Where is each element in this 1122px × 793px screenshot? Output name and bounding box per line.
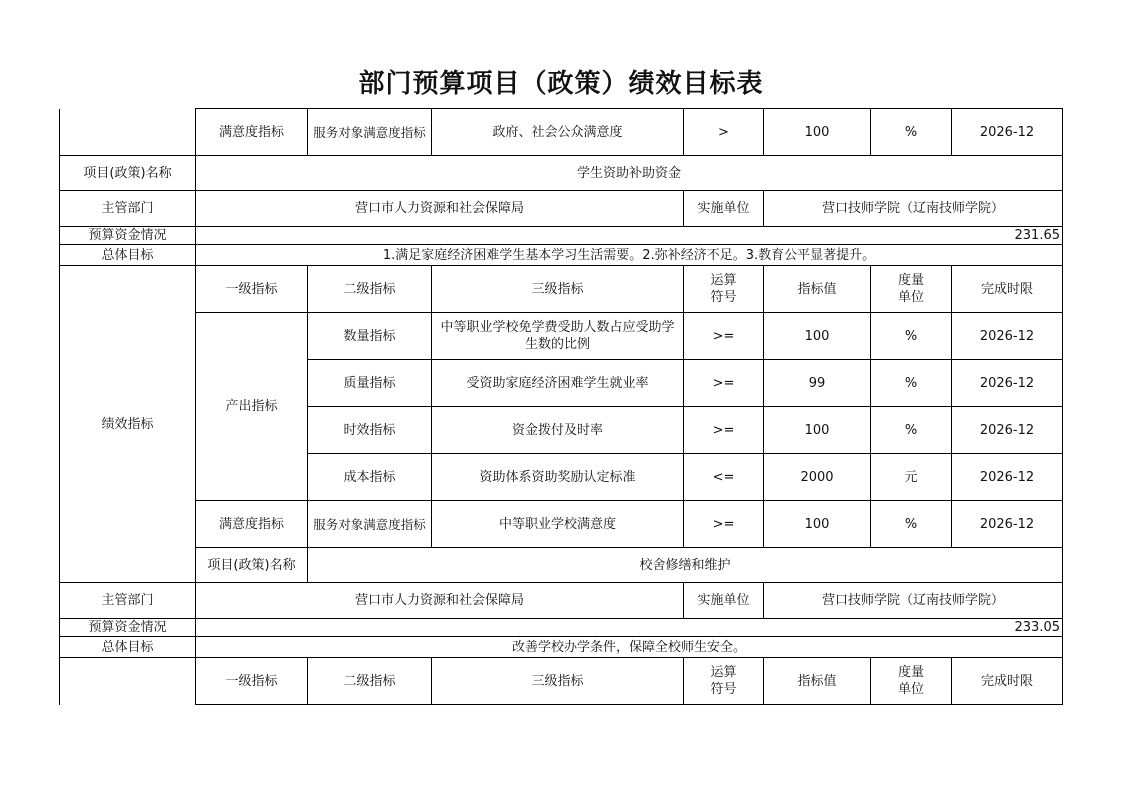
level2-cell: 服务对象满意度指标 — [308, 501, 432, 548]
impl-unit-label: 实施单位 — [684, 191, 764, 227]
header-deadline: 完成时限 — [952, 266, 1063, 313]
level2-cell: 成本指标 — [308, 454, 432, 501]
header-unit: 度量单位 — [871, 266, 952, 313]
level2-cell: 质量指标 — [308, 360, 432, 407]
header-level1: 一级指标 — [196, 658, 308, 705]
header-value: 指标值 — [764, 266, 871, 313]
unit-cell: % — [871, 313, 952, 360]
budget-label: 预算资金情况 — [60, 619, 196, 637]
level2-cell: 时效指标 — [308, 407, 432, 454]
deadline-cell: 2026-12 — [952, 501, 1063, 548]
page-title: 部门预算项目（政策）绩效目标表 — [358, 69, 764, 99]
deadline-cell: 2026-12 — [952, 360, 1063, 407]
unit-cell: % — [871, 407, 952, 454]
overall-goal-label: 总体目标 — [60, 245, 196, 266]
operator-cell: >= — [684, 407, 764, 454]
table-header-row — [60, 266, 1063, 313]
level3-cell: 政府、社会公众满意度 — [432, 109, 684, 156]
header-operator: 运算符号 — [684, 266, 764, 313]
header-deadline: 完成时限 — [952, 658, 1063, 705]
unit-cell: % — [871, 109, 952, 156]
operator-cell: > — [684, 109, 764, 156]
level3-cell: 受资助家庭经济困难学生就业率 — [432, 360, 684, 407]
unit-cell: % — [871, 360, 952, 407]
value-cell: 100 — [764, 109, 871, 156]
department-label: 主管部门 — [60, 191, 196, 227]
operator-cell: <= — [684, 454, 764, 501]
budget-value: 231.65 — [196, 227, 1063, 245]
header-level2: 二级指标 — [308, 266, 432, 313]
value-cell: 100 — [764, 407, 871, 454]
blank-cell — [60, 658, 196, 705]
table-row — [60, 313, 1063, 360]
department-value: 营口市人力资源和社会保障局 — [196, 583, 684, 619]
level3-cell: 中等职业学校满意度 — [432, 501, 684, 548]
project-name-label: 项目(政策)名称 — [196, 548, 308, 583]
table-row — [60, 619, 1063, 637]
project-name-value: 校舍修缮和维护 — [308, 548, 1063, 583]
level2-cell: 数量指标 — [308, 313, 432, 360]
department-label: 主管部门 — [60, 583, 196, 619]
header-level3: 三级指标 — [432, 266, 684, 313]
level1-cell: 满意度指标 — [196, 501, 308, 548]
level1-cell: 满意度指标 — [196, 109, 308, 156]
perf-indicators-label: 绩效指标 — [60, 266, 196, 583]
table-row — [60, 548, 1063, 583]
header-value: 指标值 — [764, 658, 871, 705]
header-level3: 三级指标 — [432, 658, 684, 705]
unit-cell: % — [871, 501, 952, 548]
project-name-label: 项目(政策)名称 — [60, 156, 196, 191]
table-row — [60, 156, 1063, 191]
table-row — [60, 227, 1063, 245]
header-level1: 一级指标 — [196, 266, 308, 313]
value-cell: 100 — [764, 501, 871, 548]
project-name-value: 学生资助补助资金 — [196, 156, 1063, 191]
budget-label: 预算资金情况 — [60, 227, 196, 245]
header-operator: 运算符号 — [684, 658, 764, 705]
impl-unit-value: 营口技师学院（辽南技师学院） — [764, 191, 1063, 227]
output-indicator-label: 产出指标 — [196, 313, 308, 501]
unit-cell: 元 — [871, 454, 952, 501]
table-row — [60, 245, 1063, 266]
level3-cell: 资助体系资助奖励认定标准 — [432, 454, 684, 501]
deadline-cell: 2026-12 — [952, 313, 1063, 360]
overall-goal-value: 改善学校办学条件，保障全校师生安全。 — [196, 637, 1063, 658]
deadline-cell: 2026-12 — [952, 407, 1063, 454]
table-row — [60, 583, 1063, 619]
value-cell: 99 — [764, 360, 871, 407]
performance-goals-table — [59, 108, 1063, 705]
blank-cell — [60, 109, 196, 156]
operator-cell: >= — [684, 501, 764, 548]
department-value: 营口市人力资源和社会保障局 — [196, 191, 684, 227]
level3-cell: 中等职业学校免学费受助人数占应受助学生数的比例 — [432, 313, 684, 360]
value-cell: 100 — [764, 313, 871, 360]
header-unit: 度量单位 — [871, 658, 952, 705]
operator-cell: >= — [684, 360, 764, 407]
value-cell: 2000 — [764, 454, 871, 501]
table-row — [60, 501, 1063, 548]
overall-goal-value: 1.满足家庭经济困难学生基本学习生活需要。2.弥补经济不足。3.教育公平显著提升。 — [196, 245, 1063, 266]
header-level2: 二级指标 — [308, 658, 432, 705]
table-header-row — [60, 658, 1063, 705]
deadline-cell: 2026-12 — [952, 109, 1063, 156]
budget-value: 233.05 — [196, 619, 1063, 637]
table-row — [60, 109, 1063, 156]
table-row — [60, 637, 1063, 658]
impl-unit-label: 实施单位 — [684, 583, 764, 619]
overall-goal-label: 总体目标 — [60, 637, 196, 658]
table-row — [60, 191, 1063, 227]
level2-cell: 服务对象满意度指标 — [308, 109, 432, 156]
deadline-cell: 2026-12 — [952, 454, 1063, 501]
operator-cell: >= — [684, 313, 764, 360]
level3-cell: 资金拨付及时率 — [432, 407, 684, 454]
impl-unit-value: 营口技师学院（辽南技师学院） — [764, 583, 1063, 619]
